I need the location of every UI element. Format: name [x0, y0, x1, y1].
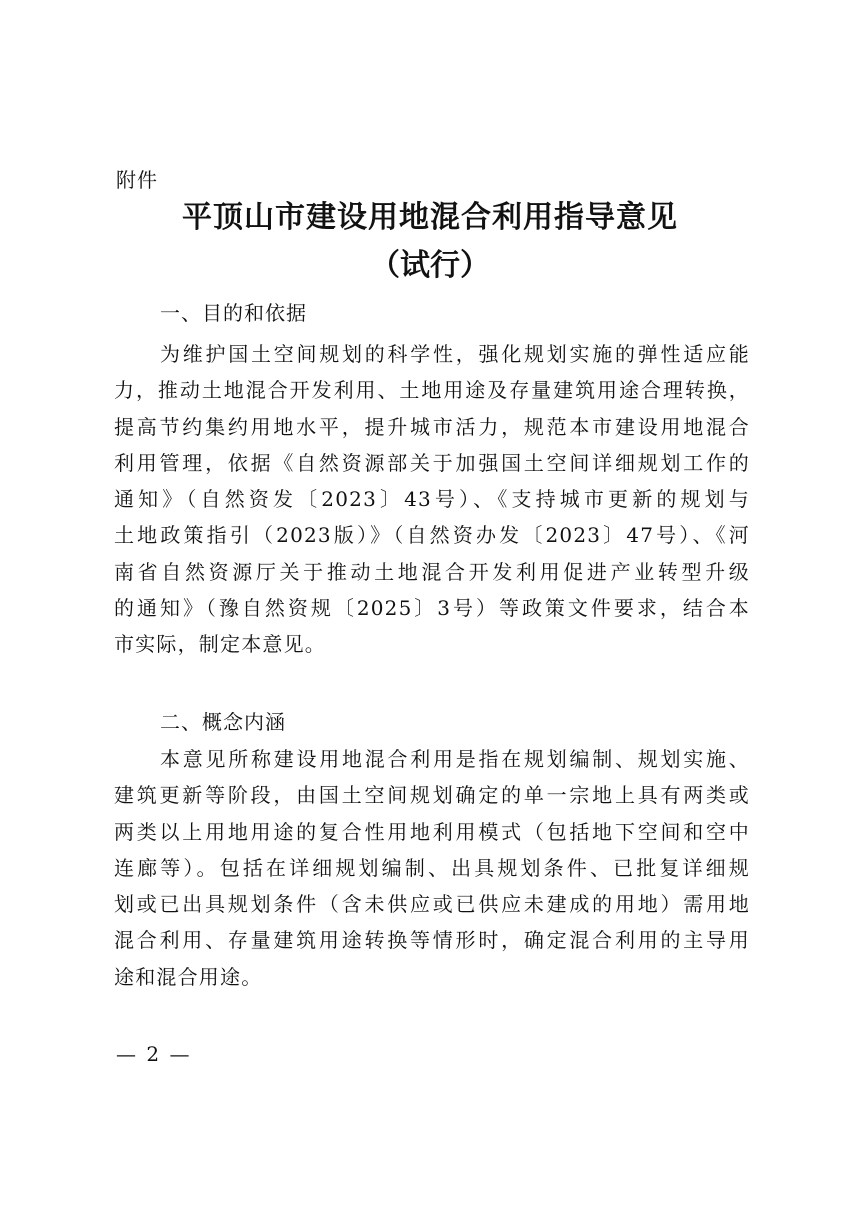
attachment-label: 附件 — [116, 168, 158, 192]
paragraph-line: 划或已出具规划条件（含未供应或已供应未建成的用地）需用地 — [114, 892, 750, 917]
paragraph-line: 混合利用、存量建筑用途转换等情形时，确定混合利用的主导用 — [114, 928, 750, 953]
paragraph-line: 土地政策指引（2023版）》（自然资办发〔2023〕47号）、《河 — [114, 523, 750, 548]
paragraph-line: 连廊等）。包括在详细规划编制、出具规划条件、已批复详细规 — [114, 855, 750, 880]
paragraph-line: 本意见所称建设用地混合利用是指在规划编制、规划实施、 — [160, 747, 750, 771]
paragraph-line: 市实际，制定本意见。 — [114, 632, 326, 657]
section-paragraph-purpose — [114, 336, 750, 663]
paragraph-line: 途和混合用途。 — [114, 964, 263, 989]
section-paragraph-concept — [114, 741, 750, 995]
section-heading-purpose: 一、目的和依据 — [160, 301, 307, 325]
paragraph-line: 力，推动土地混合开发利用、土地用途及存量建筑用途合理转换， — [114, 378, 750, 403]
paragraph-line: 南省自然资源厅关于推动土地混合开发利用促进产业转型升级 — [114, 559, 750, 584]
paragraph-line: 利用管理，依据《自然资源部关于加强国土空间详细规划工作的 — [114, 450, 750, 475]
paragraph-line: 通知》（自然资发〔2023〕43号）、《支持城市更新的规划与 — [114, 487, 750, 512]
paragraph-line: 两类以上用地用途的复合性用地利用模式（包括地下空间和空中 — [114, 819, 750, 844]
paragraph-line: 为维护国土空间规划的科学性，强化规划实施的弹性适应能 — [160, 342, 750, 366]
paragraph-line: 提高节约集约用地水平，提升城市活力，规范本市建设用地混合 — [114, 414, 750, 439]
paragraph-line: 建筑更新等阶段，由国土空间规划确定的单一宗地上具有两类或 — [114, 783, 750, 808]
section-heading-concept: 二、概念内涵 — [160, 710, 286, 734]
document-subtitle: （试行） — [370, 248, 490, 283]
paragraph-line: 的通知》（豫自然资规〔2025〕3号）等政策文件要求，结合本 — [114, 596, 750, 621]
page-number: — 2 — — [116, 1042, 192, 1066]
document-title: 平顶山市建设用地混合利用指导意见 — [182, 200, 678, 235]
